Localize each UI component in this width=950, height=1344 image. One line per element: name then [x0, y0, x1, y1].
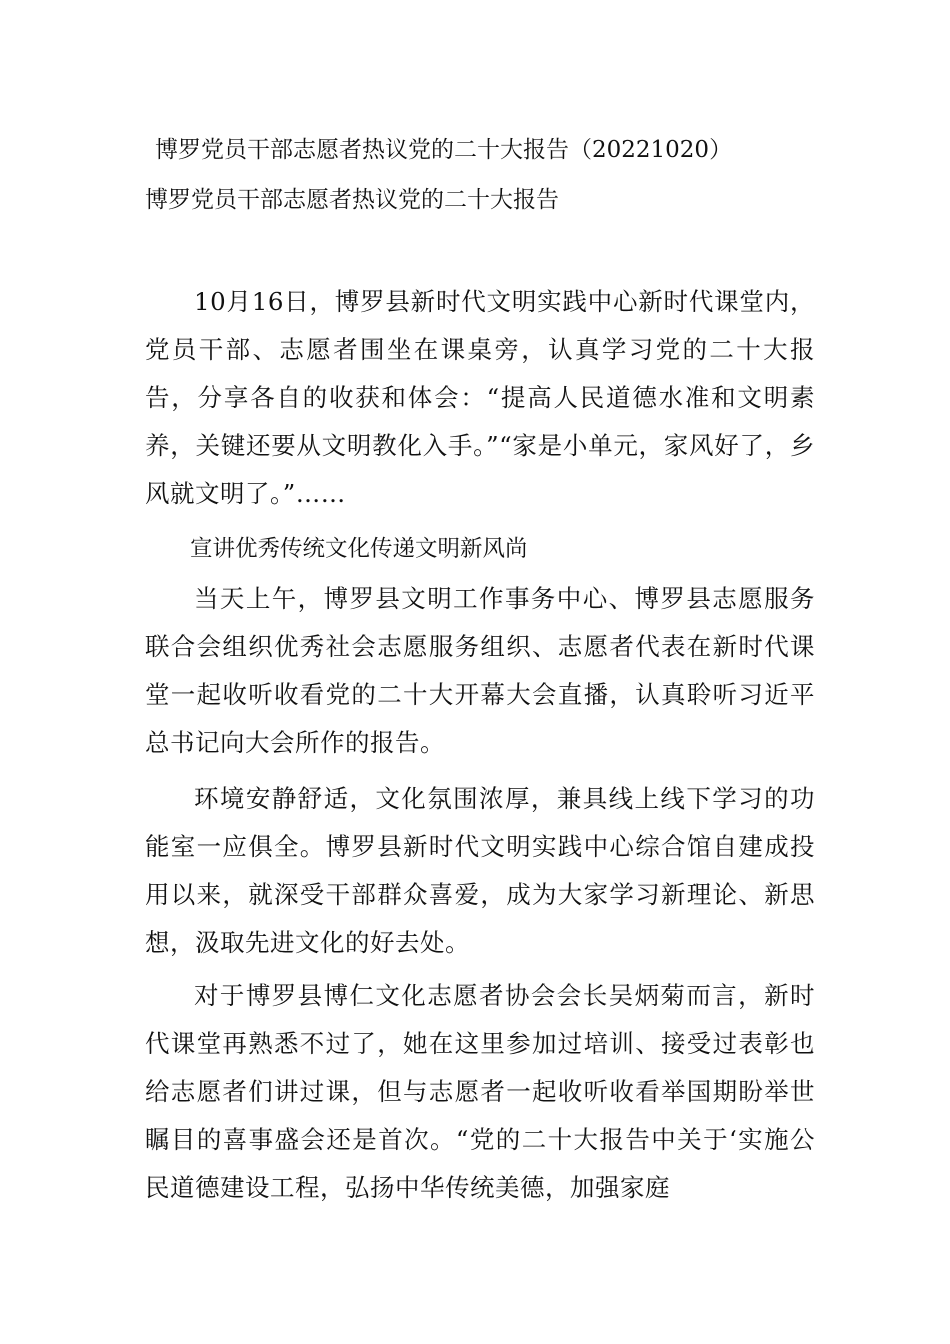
paragraph-text: 10月16日，博罗县新时代文明实践中心新时代课堂内，党员干部、志愿者围坐在课桌旁，认真学习党的二十大报告，分享各自的收获和体会：“提高人民道德水准和文明素养，关键还要从文明教化入手。”“家是小单元，家风好了，乡风就文明了。”……	[145, 287, 815, 508]
paragraph-morning	[145, 575, 815, 767]
paragraph-text: 环境安静舒适，文化氛围浓厚，兼具线上线下学习的功能室一应俱全。博罗县新时代文明实践中心综合馆自建成投用以来，就深受干部群众喜爱，成为大家学习新理论、新思想，汲取先进文化的好去处。	[145, 784, 815, 957]
document-title: 博罗党员干部志愿者热议党的二十大报告（20221020）	[155, 137, 733, 163]
paragraph-wu-bingju	[145, 972, 815, 1212]
paragraph-environment	[145, 775, 815, 967]
paragraph-text: 当天上午，博罗县文明工作事务中心、博罗县志愿服务联合会组织优秀社会志愿服务组织、志愿者代表在新时代课堂一起收听收看党的二十大开幕大会直播，认真聆听习近平总书记向大会所作的报告。	[145, 584, 815, 757]
paragraph-intro	[145, 278, 815, 518]
document-subtitle: 博罗党员干部志愿者热议党的二十大报告	[145, 187, 559, 213]
paragraph-text: 对于博罗县博仁文化志愿者协会会长吴炳菊而言，新时代课堂再熟悉不过了，她在这里参加过培训、接受过表彰也给志愿者们讲过课，但与志愿者一起收听收看举国期盼举世瞩目的喜事盛会还是首次。“党的二十大报告中关于‘实施公民道德建设工程，弘扬中华传统美德，加强家庭	[145, 981, 815, 1202]
section-heading: 宣讲优秀传统文化传递文明新风尚	[190, 536, 528, 562]
